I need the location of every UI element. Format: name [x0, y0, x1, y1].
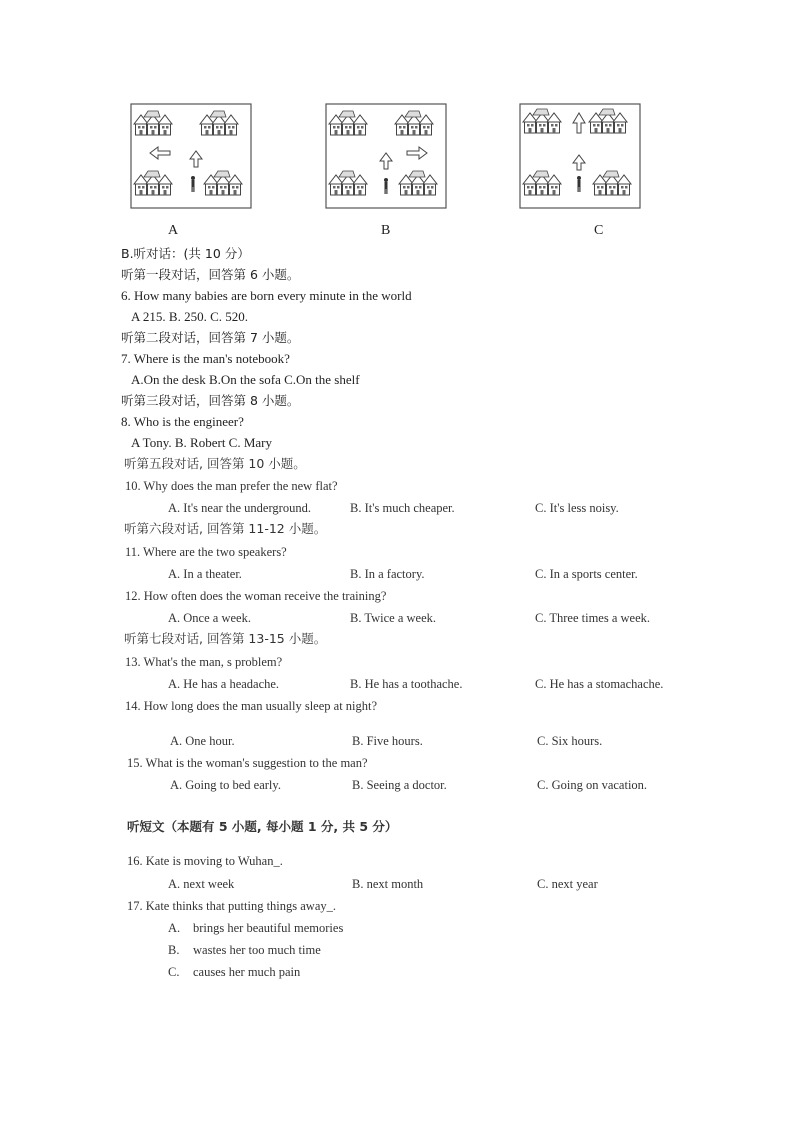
section-heading: B.听对话：(共 10 分） [121, 246, 250, 261]
option-a: A. Once a week. [168, 611, 251, 625]
picture-c [519, 103, 641, 209]
option-c: C. Three times a week. [535, 611, 651, 625]
option-a: A. It's near the underground. [168, 501, 311, 515]
question-7: 7. Where is the man's notebook? [121, 351, 290, 366]
question-15: 15. What is the woman's suggestion to the man? [127, 756, 368, 770]
question-13: 13. What's the man, s problem? [125, 655, 283, 669]
option-a: A. Going to bed early. [170, 778, 281, 792]
option-c: C. Six hours. [537, 734, 603, 748]
question-7-options: A.On the desk B.On the sofa C.On the shelf [131, 372, 360, 387]
option-a: A. In a theater. [168, 567, 242, 581]
dialogue-instruction: 听第一段对话，回答第 6 小题。 [121, 267, 300, 282]
option-b: B. Seeing a doctor. [352, 778, 447, 792]
option-a: brings her beautiful memories [193, 921, 344, 935]
option-c: C. In a sports center. [535, 567, 638, 581]
option-b: wastes her too much time [193, 943, 321, 957]
option-c: C. He has a stomachache. [535, 677, 664, 691]
dialogue-instruction: 听第三段对话，回答第 8 小题。 [121, 393, 300, 408]
question-14: 14. How long does the man usually sleep at night? [125, 699, 378, 713]
picture-b [325, 103, 447, 209]
option-c: C. It's less noisy. [535, 501, 619, 515]
question-16: 16. Kate is moving to Wuhan_. [127, 854, 283, 868]
question-17: 17. Kate thinks that putting things away_. [127, 899, 337, 913]
option-b: B. Five hours. [352, 734, 423, 748]
option-b: B. He has a toothache. [350, 677, 463, 691]
picture-a [130, 103, 252, 209]
option-c: C. next year [537, 877, 598, 891]
option-b: B. It's much cheaper. [350, 501, 455, 515]
option-letter: C. [168, 965, 180, 979]
houses-with-left-arrow-icon [130, 103, 252, 209]
option-b: B. In a factory. [350, 567, 425, 581]
question-8-options: A Tony. B. Robert C. Mary [131, 435, 273, 450]
picture-label-c: C [594, 223, 604, 238]
option-b: B. Twice a week. [350, 611, 437, 625]
option-a: A. One hour. [170, 734, 235, 748]
dialogue-instruction: 听第二段对话，回答第 7 小题。 [121, 330, 300, 345]
option-c: causes her much pain [193, 965, 301, 979]
dialogue-instruction: 听第六段对话, 回答第 11-12 小题。 [124, 521, 327, 536]
option-letter: A. [168, 921, 181, 935]
houses-with-right-arrow-icon [325, 103, 447, 209]
option-c: C. Going on vacation. [537, 778, 648, 792]
picture-label-b: B [381, 223, 391, 238]
question-8: 8. Who is the engineer? [121, 414, 244, 429]
houses-with-straight-arrow-icon [519, 103, 641, 209]
question-6: 6. How many babies are born every minute in the world [121, 288, 412, 303]
question-11: 11. Where are the two speakers? [125, 545, 287, 559]
dialogue-instruction: 听第五段对话, 回答第 10 小题。 [124, 456, 306, 471]
question-10: 10. Why does the man prefer the new flat? [125, 479, 338, 493]
option-a: A. next week [168, 877, 235, 891]
passage-heading: 听短文（本题有 5 小题, 每小题 1 分, 共 5 分） [127, 819, 398, 834]
option-letter: B. [168, 943, 180, 957]
question-6-options: A 215. B. 250. C. 520. [131, 309, 249, 324]
dialogue-instruction: 听第七段对话, 回答第 13-15 小题。 [124, 631, 327, 646]
picture-label-a: A [168, 223, 179, 238]
option-a: A. He has a headache. [168, 677, 280, 691]
option-b: B. next month [352, 877, 424, 891]
question-12: 12. How often does the woman receive the training? [125, 589, 387, 603]
